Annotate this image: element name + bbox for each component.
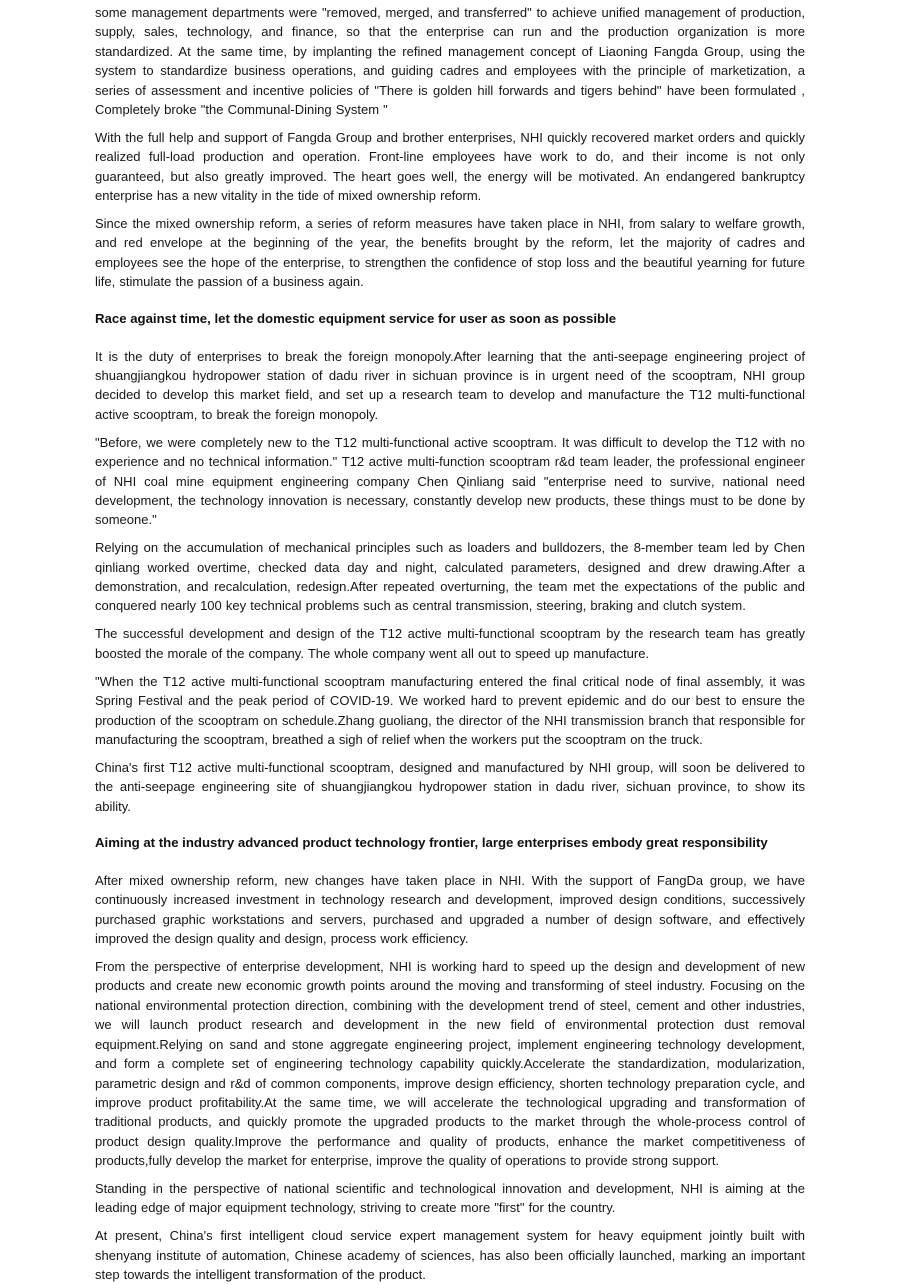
paragraph-new-products-strategy: From the perspective of enterprise development, NHI is working hard to speed up the design and development of new products and create new economic growth points around the moving and transforming of steel industry. Focusing on the national environmental protection direction, combining with the development trend of steel, cement and other industries, we will launch product research and development in the new field of environmental protection dust removal equipment.Relying on sand and stone aggregate engineering project, implement engineering technology development, and form a complete set of engineering technology capability quickly.Accelerate the standardization, modularization, parametric design and r&d of common components, improve design efficiency, shorten technology preparation cycle, and improve product profitability.At the same time, we will accelerate the technological upgrading and transformation of traditional products, and quickly promote the upgraded products to the market through the whole-process control of product design quality.Improve the performance and quality of products, enhance the market competitiveness of products,fully develop the market for enterprise, improve the quality of operations to provide strong support. bbox=[95, 959, 805, 1169]
section-heading-race-against-time: Race against time, let the domestic equipment service for user as soon as possible bbox=[95, 310, 617, 326]
paragraph-reform-measures: Since the mixed ownership reform, a series of reform measures have taken place in NHI, from salary to welfare growth, and red envelope at the beginning of the year, the benefits brought by the reform, let the majority of cadres and employees see the hope of the enterprise, to strengthen the confidence of stop loss and the beautiful yearning for future life, stimulate the passion of a business again. bbox=[95, 216, 805, 290]
paragraph-cloud-service-system: At present, China's first intelligent cloud service expert management system for heavy equipment jointly built with shenyang institute of automation, Chinese academy of sciences, has also been officially launched, marking an important step towards the intelligent transformation of the product. bbox=[95, 1228, 805, 1283]
paragraph-break-foreign-monopoly: It is the duty of enterprises to break the foreign monopoly.After learning that the anti-seepage engineering project of shuangjiangkou hydropower station of dadu river in sichuan province is in urgent need of the scooptram, NHI group decided to develop this market field, and set up a research team to develop and manufacture the T12 multi-functional active scooptram, to break the foreign monopoly. bbox=[95, 348, 805, 422]
section-heading-industry-frontier: Aiming at the industry advanced product technology frontier, large enterprises embody great responsibility bbox=[95, 835, 768, 851]
paragraph-chen-qinliang-quote: "Before, we were completely new to the T12 multi-functional active scooptram. It was difficult to develop the T12 with no experience and no technical information." T12 active multi-function scooptram r&d team leader, the professional engineer of NHI coal mine equipment engineering company Chen Qinliang said "enterprise need to survive, national need development, the technology innovation is necessary, constantly develop new products, these things must to be done by someone." bbox=[95, 434, 805, 528]
paragraph-national-innovation: Standing in the perspective of national scientific and technological innovation and development, NHI is aiming at the leading edge of major equipment technology, striving to create more "first" for the country. bbox=[95, 1181, 805, 1216]
paragraph-morale-boost: The successful development and design of the T12 active multi-functional scooptram by the research team has greatly boosted the morale of the company. The whole company went all out to speed up manufacture. bbox=[95, 626, 805, 661]
paragraph-final-assembly-covid: "When the T12 active multi-functional scooptram manufacturing entered the final critical node of final assembly, it was Spring Festival and the peak period of COVID-19. We worked hard to prevent epidemic and do our best to ensure the production of the scooptram on schedule.Zhang guoliang, the director of the NHI transmission branch that responsible for manufacturing the scooptram, breathed a sigh of relief when the workers put the scooptram on the truck. bbox=[95, 673, 805, 747]
paragraph-first-t12-delivery: China's first T12 active multi-functional scooptram, designed and manufactured by NHI group, will soon be delivered to the anti-seepage engineering site of shuangjiangkou hydropower station in dadu river, sichuan province, to show its ability. bbox=[95, 759, 805, 814]
paragraph-team-rd-effort: Relying on the accumulation of mechanical principles such as loaders and bulldozers, the 8-member team led by Chen qinliang worked overtime, checked data day and night, calculated parameters, designed and drew drawing.After a demonstration, and recalculation, redesign.After repeated overturning, the team met the expectations of the public and conquered nearly 100 key technical problems such as central transmission, steering, braking and clutch system. bbox=[95, 540, 805, 614]
paragraph-rd-investment: After mixed ownership reform, new changes have taken place in NHI. With the support of FangDa group, we have continuously increased investment in technology research and development, improved design conditions, successively purchased graphic workstations and servers, purchased and upgraded a number of design software, and effectively improved the design quality and design, process work efficiency. bbox=[95, 872, 805, 947]
paragraph-management-departments: some management departments were "removed, merged, and transferred" to achieve unified management of production, supply, sales, technology, and finance, so that the enterprise can run and the production organization is more standardized. At the same time, by implanting the refined management concept of Liaoning Fangda Group, using the system to standardize business operations, and guiding cadres and employees with the principle of marketization, a series of assessment and incentive policies of "There is golden hill forwards and tigers behind" have been formulated , Completely broke "the Communal-Dining System " bbox=[95, 5, 805, 118]
paragraph-fangda-support: With the full help and support of Fangda Group and brother enterprises, NHI quickly recovered market orders and quickly realized full-load production and operation. Front-line employees have work to do, and their income is not only guaranteed, but also greatly improved. The heart goes well, the energy will be motivated. An endangered bankruptcy enterprise has a new vitality in the tide of mixed ownership reform. bbox=[95, 129, 805, 204]
